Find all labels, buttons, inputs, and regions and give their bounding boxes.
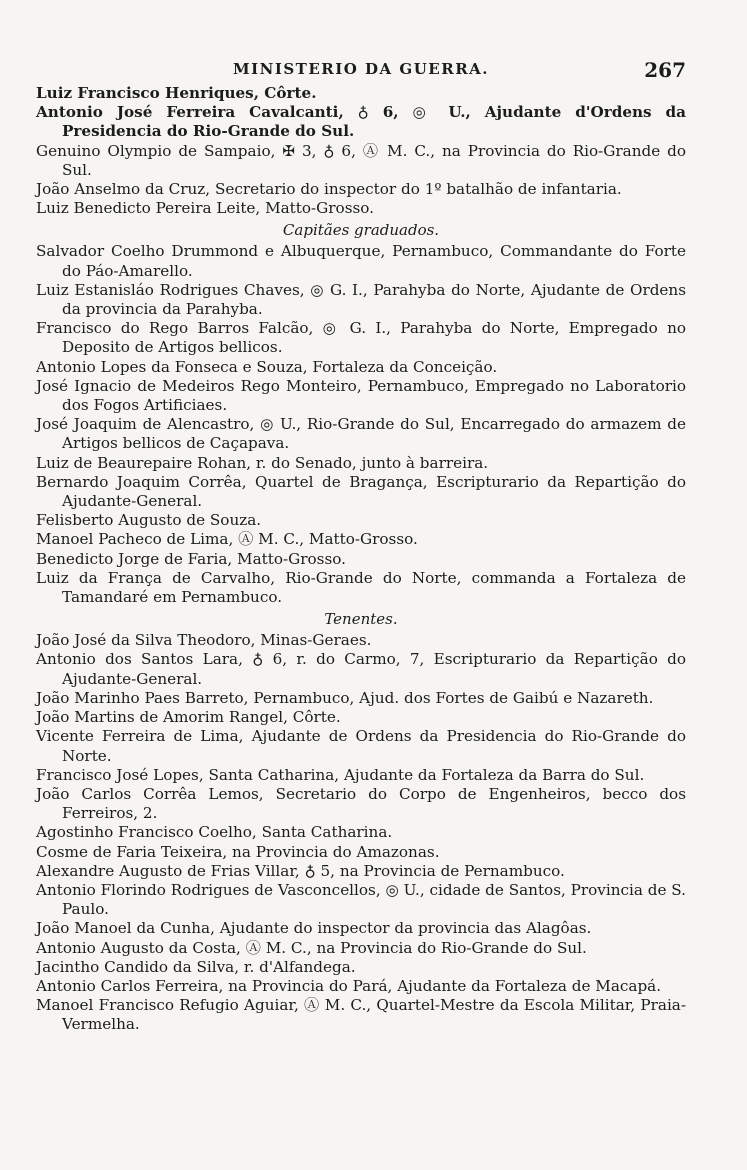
list-item: Luiz Francisco Henriques, Côrte. <box>36 84 317 102</box>
entries-capitaes-list <box>36 242 686 607</box>
page-number: 267 <box>644 58 686 82</box>
list-item: Benedicto Jorge de Faria, Matto-Grosso. <box>36 549 346 568</box>
list-item: João Marinho Paes Barreto, Pernambuco, Ajud. dos Fortes de Gaibú e Nazareth. <box>36 688 654 707</box>
list-item: João Manoel da Cunha, Ajudante do inspector da provincia das Alagôas. <box>36 919 592 938</box>
list-item: Francisco José Lopes, Santa Catharina, Ajudante da Fortaleza da Barra do Sul. <box>36 765 645 784</box>
section-heading-tenentes: Tenentes. <box>324 610 398 629</box>
list-item: João Anselmo da Cruz, Secretario do inspector do 1º batalhão de infantaria. <box>36 180 622 199</box>
list-item: Salvador Coelho Drummond e Albuquerque, Pernambuco, Commandante do Forte do Páo-Amarello. <box>36 242 686 280</box>
list-item: Manoel Pacheco de Lima, Ⓐ M. C., Matto-Grosso. <box>36 530 418 549</box>
list-item: Antonio Carlos Ferreira, na Provincia do Pará, Ajudante da Fortaleza de Macapá. <box>36 976 662 995</box>
list-item: João Carlos Corrêa Lemos, Secretario do Corpo de Engenheiros, becco dos Ferreiros, 2. <box>36 784 686 823</box>
list-item: Antonio dos Santos Lara, ♁ 6, r. do Carmo, 7, Escripturario da Repartição do Ajudante-General. <box>36 650 686 688</box>
list-item: Bernardo Joaquim Corrêa, Quartel de Bragança, Escripturario da Repartição do Ajudante-General. <box>36 472 686 511</box>
list-item: Genuino Olympio de Sampaio, ✠ 3, ♁ 6, Ⓐ M. C., na Provincia do Rio-Grande do Sul. <box>36 141 686 179</box>
list-item: João Martins de Amorim Rangel, Côrte. <box>36 708 341 727</box>
list-item: Luiz de Beaurepaire Rohan, r. do Senado, junto à barreira. <box>36 453 489 472</box>
list-item: Antonio José Ferreira Cavalcanti, ♁ 6, ◎ U., Ajudante d'Ordens da Presidencia do Rio-Grande do Sul. <box>36 103 686 141</box>
page-title: MINISTERIO DA GUERRA. <box>232 60 490 78</box>
entries-tenentes-list <box>36 631 686 1034</box>
list-item: Jacintho Candido da Silva, r. d'Alfandega. <box>36 957 356 976</box>
list-item: Luiz Estanisláo Rodrigues Chaves, ◎ G. I., Parahyba do Norte, Ajudante de Ordens da provincia da Parahyba. <box>36 280 686 319</box>
list-item: Luiz da França de Carvalho, Rio-Grande do Norte, commanda a Fortaleza de Tamandaré em Pernambuco. <box>36 568 686 607</box>
list-item: Antonio Florindo Rodrigues de Vasconcellos, ◎ U., cidade de Santos, Provincia de S. Paulo. <box>36 880 686 919</box>
list-item: João José da Silva Theodoro, Minas-Geraes. <box>36 631 372 650</box>
list-item: Antonio Augusto da Costa, Ⓐ M. C., na Provincia do Rio-Grande do Sul. <box>36 938 587 957</box>
page-header <box>36 58 686 84</box>
list-item: Alexandre Augusto de Frias Villar, ♁ 5, na Provincia de Pernambuco. <box>36 861 565 880</box>
list-item: José Ignacio de Medeiros Rego Monteiro, Pernambuco, Empregado no Laboratorio dos Fogos Artificiaes. <box>36 376 686 415</box>
list-item: Francisco do Rego Barros Falcão, ◎ G. I., Parahyba do Norte, Empregado no Deposito de Artigos bellicos. <box>36 319 686 357</box>
list-item: Agostinho Francisco Coelho, Santa Catharina. <box>36 823 393 842</box>
list-item: Luiz Benedicto Pereira Leite, Matto-Grosso. <box>36 199 374 218</box>
list-item: Vicente Ferreira de Lima, Ajudante de Ordens da Presidencia do Rio-Grande do Norte. <box>36 727 686 765</box>
list-item: Cosme de Faria Teixeira, na Provincia do Amazonas. <box>36 842 440 861</box>
entries-top-list <box>36 84 686 218</box>
section-heading-capitaes: Capitães graduados. <box>282 221 440 240</box>
list-item: Antonio Lopes da Fonseca e Souza, Fortaleza da Conceição. <box>36 357 498 376</box>
list-item: Felisberto Augusto de Souza. <box>36 511 262 530</box>
list-item: José Joaquim de Alencastro, ◎ U., Rio-Grande do Sul, Encarregado do armazem de Artigos bellicos de Caçapava. <box>36 415 686 453</box>
list-item: Manoel Francisco Refugio Aguiar, Ⓐ M. C., Quartel-Mestre da Escola Militar, Praia-Vermelha. <box>36 996 686 1034</box>
document-page <box>36 58 686 1035</box>
